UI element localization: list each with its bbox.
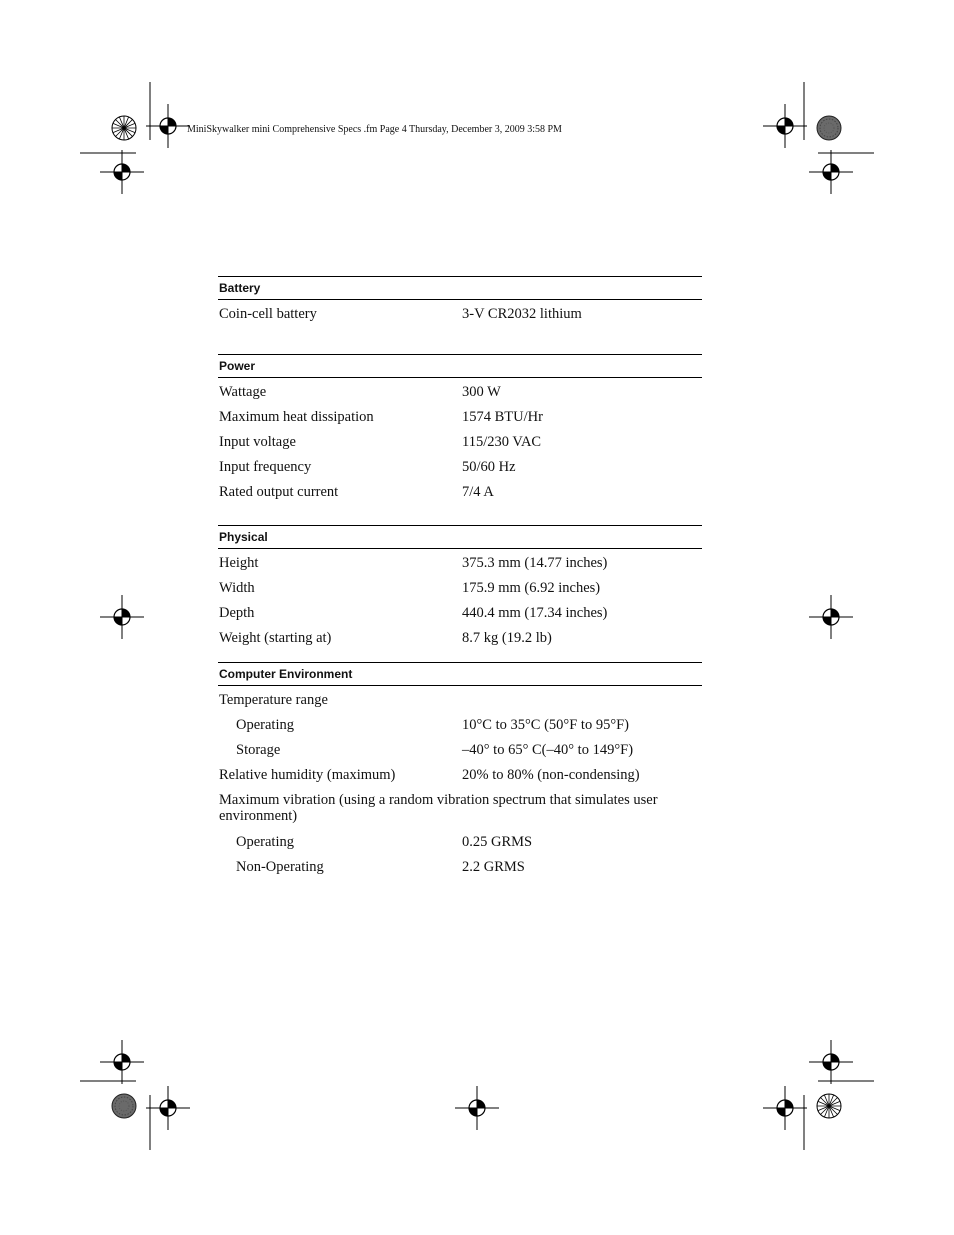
spec-row — [218, 478, 702, 503]
spec-row — [218, 378, 702, 403]
spec-value: 8.7 kg (19.2 lb) — [462, 630, 552, 646]
spec-label: Width — [219, 580, 255, 596]
spec-label: Input frequency — [219, 459, 312, 475]
spec-row — [218, 761, 702, 786]
spec-value: 20% to 80% (non-condensing) — [462, 767, 640, 783]
spec-label: Temperature range — [219, 692, 328, 708]
spec-label: Input voltage — [219, 434, 296, 450]
running-header: MiniSkywalker mini Comprehensive Specs .fm Page 4 Thursday, December 3, 2009 3:58 PM — [187, 124, 562, 135]
spec-row — [218, 624, 702, 649]
physical-section — [218, 525, 702, 649]
spec-label: Non-Operating — [236, 859, 324, 875]
spec-value: 50/60 Hz — [462, 459, 516, 475]
spec-row — [218, 300, 702, 325]
spec-row — [218, 853, 702, 878]
section-title-physical: Physical — [218, 525, 702, 549]
spec-label: Depth — [219, 605, 255, 621]
battery-section — [218, 276, 702, 325]
spec-label: Relative humidity (maximum) — [219, 767, 396, 783]
spec-row — [218, 428, 702, 453]
spec-label: Maximum heat dissipation — [219, 409, 374, 425]
environment-section — [218, 662, 702, 878]
spec-row — [218, 403, 702, 428]
spec-value: 3-V CR2032 lithium — [462, 306, 582, 322]
spec-label: Operating — [236, 717, 294, 733]
spec-value: 7/4 A — [462, 484, 494, 500]
spec-row — [218, 736, 702, 761]
spec-row — [218, 786, 702, 828]
spec-value: 440.4 mm (17.34 inches) — [462, 605, 608, 621]
spec-row — [218, 599, 702, 624]
spec-label: Weight (starting at) — [219, 630, 332, 646]
spec-label: Wattage — [219, 384, 267, 400]
spec-label: Maximum vibration (using a random vibration spectrum that simulates user environment) — [219, 792, 658, 824]
spec-label: Rated output current — [219, 484, 339, 500]
spec-value: 1574 BTU/Hr — [462, 409, 543, 425]
spec-row — [218, 686, 702, 711]
spec-value: 115/230 VAC — [462, 434, 542, 450]
spec-value: 375.3 mm (14.77 inches) — [462, 555, 608, 571]
spec-label: Coin-cell battery — [219, 306, 317, 322]
spec-row — [218, 453, 702, 478]
spec-label: Height — [219, 555, 259, 571]
spec-value: 10°C to 35°C (50°F to 95°F) — [462, 717, 630, 733]
spec-value: 2.2 GRMS — [462, 859, 525, 875]
spec-value: 175.9 mm (6.92 inches) — [462, 580, 601, 596]
power-section — [218, 354, 702, 503]
section-title-power: Power — [218, 354, 702, 378]
spec-value: 0.25 GRMS — [462, 834, 533, 850]
spec-value: 300 W — [462, 384, 501, 400]
spec-row — [218, 711, 702, 736]
section-title-battery: Battery — [218, 276, 702, 300]
spec-row — [218, 828, 702, 853]
spec-label: Storage — [236, 742, 281, 758]
spec-label: Operating — [236, 834, 294, 850]
spec-row — [218, 549, 702, 574]
spec-row — [218, 574, 702, 599]
spec-value: –40° to 65° C(–40° to 149°F) — [462, 742, 634, 758]
section-title-environment: Computer Environment — [218, 662, 702, 686]
